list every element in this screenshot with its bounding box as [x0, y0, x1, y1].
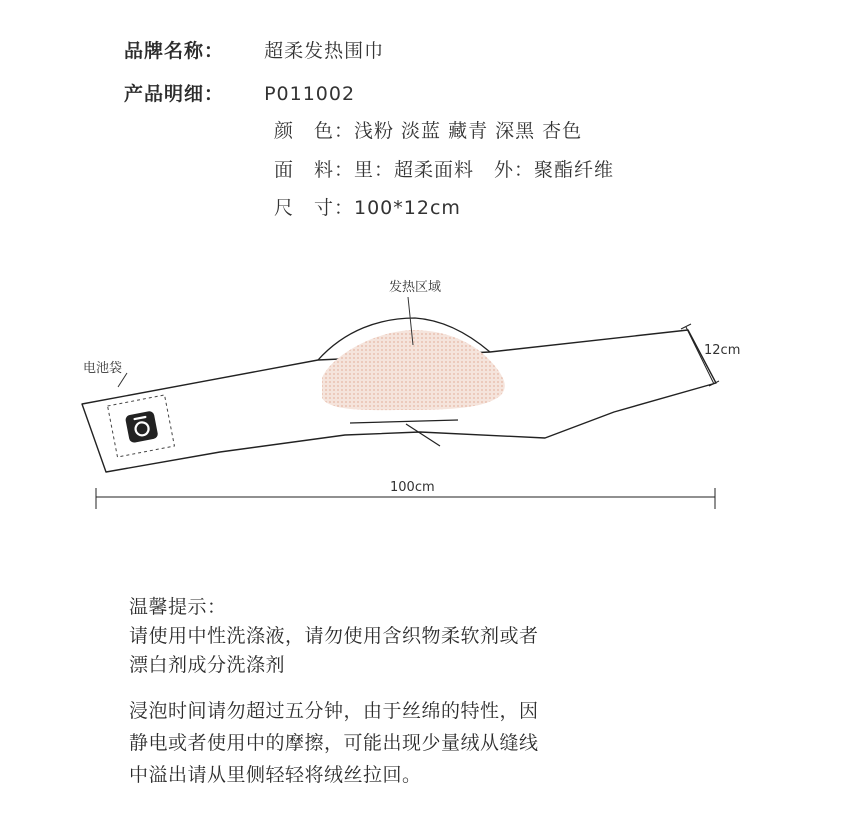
model-number: P011002 — [264, 83, 356, 105]
tips-line-3: 浸泡时间请勿超过五分钟，由于丝绵的特性，因 — [129, 700, 539, 722]
tips-line-5: 中溢出请从里侧轻轻将绒丝拉回。 — [129, 764, 422, 786]
tips-line-4: 静电或者使用中的摩擦，可能出现少量绒从缝线 — [129, 732, 539, 754]
stitch-line — [350, 420, 458, 423]
tips-line-2: 漂白剂成分洗涤剂 — [129, 654, 286, 676]
width-label: 12cm — [704, 343, 741, 358]
length-label: 100cm — [390, 480, 435, 495]
detail-label: 产品明细： — [124, 83, 225, 105]
tips-title: 温馨提示： — [129, 596, 227, 618]
heating-zone-label: 发热区域 — [389, 280, 442, 295]
brand-label: 品牌名称： — [124, 40, 225, 62]
size-line: 尺 寸：100*12cm — [274, 197, 461, 219]
brand-value: 超柔发热围巾 — [264, 40, 385, 62]
battery-pocket-label: 电池袋 — [83, 361, 123, 376]
tips-line-1: 请使用中性洗涤液，请勿使用含织物柔软剂或者 — [129, 625, 539, 647]
power-logo-icon — [125, 410, 159, 443]
stitch-leader — [406, 424, 440, 446]
material-line: 面 料：里：超柔面料 外：聚酯纤维 — [274, 159, 615, 181]
color-line: 颜 色：浅粉 淡蓝 藏青 深黑 杏色 — [274, 120, 583, 142]
